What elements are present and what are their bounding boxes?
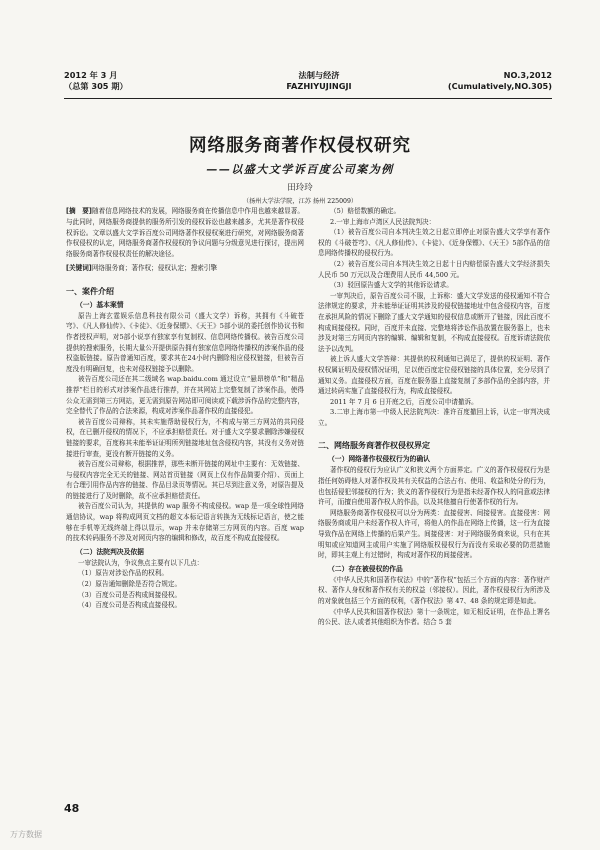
header-right <box>448 70 552 92</box>
article-subtitle: ——以盛大文学诉百度公司案为例 <box>206 163 394 176</box>
paragraph: 《中华人民共和国著作权法》第十一条规定，如无相反证明，在作品上署名的公民、法人或者其他组织为作者。结合 5 套 <box>318 607 550 627</box>
paragraph: 《中华人民共和国著作权法》中的“著作权”包括三个方面的内容：著作财产权、著作人身权和著作权有关的权益（邻接权）。因此，著作权侵权行为所涉及的对象就包括三个方面的权利，《著作权法》第 47、48 条的规定即是如此。 <box>318 575 550 605</box>
subheading-infringement: （一）网络著作权侵权行为的确认 <box>328 455 430 464</box>
paragraph: （2）被告百度公司自本判决生效之日起十日内赔偿原告盛大文学经济损失人民币 50 万元以及合理费用人民币 44,500 元。 <box>318 259 550 279</box>
left-column <box>66 206 304 611</box>
header-date: 2012 年 3 月 <box>64 70 118 80</box>
paragraph: 网络服务商著作权侵权可以分为两类：直接侵害、间接侵害。直接侵害：网络服务商或用户未经著作权人许可，将他人的作品在网络上传播，这一行为直接导致作品在网络上传播的后果产生。间接侵害：对于网络服务商来说，只有在其明知或应知道网主或用户实施了网络版权侵权行为而没有采取必要的防范措施时，即其主观上有过错时，构成对著作权的间接侵害。 <box>318 508 550 560</box>
paragraph: 著作权的侵权行为应认广义和狭义两个方面界定。广义的著作权侵权行为是指任何妨碍他人对著作权及其有关权益的合法占有、使用、收益和处分的行为，也包括侵犯邻接权的行为；狭义的著作侵权行为是指未经著作权人的同意或法律许可，而擅自使用著作权人的作品，以及其他擅自行使著作权的行为。 <box>318 466 550 507</box>
list-item: （1）原告对涉讼作品的权利。 <box>78 569 168 578</box>
article-title: 网络服务商著作权侵权研究 <box>189 136 411 156</box>
paragraph: （3）驳回原告盛大文学的其他诉讼请求。 <box>330 281 453 290</box>
header-issue-total: （总第 305 期） <box>64 81 128 91</box>
paragraph: 2011 年 7 月 6 日开庭之后，百度公司申请撤诉。 <box>330 397 478 406</box>
header-rule <box>64 98 552 99</box>
header-left <box>64 70 128 92</box>
paragraph: （1）被告百度公司自本判决生效之日起立即停止对原告盛大文学享有著作权的《斗破苍穹》、《凡人修仙传》、《卡徒》、《近身保镖》、《天王》5部作品的信息网络传播权的侵权行为。 <box>318 228 550 258</box>
page-number: 48 <box>64 802 80 815</box>
affiliation: （扬州大学法学院，江苏 扬州 225009） <box>242 198 358 205</box>
header-journal-cn: 法制与经济 <box>298 70 340 80</box>
author: 田玲玲 <box>287 183 313 193</box>
list-item: （4）百度公司是否构成直接侵权。 <box>78 601 182 610</box>
paragraph: 被上诉人盛大文学答辩：其提供的权利通知已满足了，提供的权证明、著作权权属证明及侵权情况证明，足以使百度定位侵权链接的具体位置，充分尽到了通知义务。直接侵权方面，百度在服务器上直接复制了多部作品的全部内容，并通过转码实施了直接侵权行为，构成直接侵权。 <box>318 355 550 396</box>
list-item: （2）原告通知删除是否符合规定。 <box>78 580 182 589</box>
paragraph: 被告百度公司辩称，根据推荐，那些未断开链接的网址中主要有：无效链接、与侵权内容完全无关的链接、网站首页链接（网页上仅有作品简要介绍）、页面上有合理引用作品内容的链接、作品目录页等情况。其已尽到注意义务，对原告提及的链接进行了及时删除，故不应承担赔偿责任。 <box>66 460 304 500</box>
paragraph: 一审法院认为，争议焦点主要有以下几点： <box>78 558 204 567</box>
paragraph: 2.一审上海市卢湾区人民法院判决： <box>330 217 436 226</box>
header-center <box>274 70 364 92</box>
section-heading-1: 一、案件介绍 <box>66 286 114 296</box>
paragraph: 被告百度公司辩称，其未实施帮助侵权行为，不构成与第三方网站的共同侵权，在已删开侵权的情况下，不应承担赔偿责任。对于盛大文学要求删除涉嫌侵权链接的要求，百度称其未能举证证明所列链接地址包含侵权内容，其没有义务对链接进行审查，更没有断开链接的义务。 <box>66 417 304 458</box>
abstract-label: [摘 要] <box>66 207 92 215</box>
header-journal-pinyin: FAZHIYUJINGJI <box>286 81 352 91</box>
paragraph: 被告百度公司认为，其提供的 wap 服务不构成侵权。wap 是一项全球性网络通信协议，wap 将构成网页文档的超文本标记语言转换为无线标记语言，使之能够在手机等无线终端上得以显示，wap 并未存储第三方网页的内容。百度 wap 的技术转码服务不涉及对网页内容的编辑和修改，故百度不构成直接侵权。 <box>66 502 304 543</box>
keywords-label: [关键词] <box>66 263 92 272</box>
running-header <box>64 70 552 108</box>
paragraph: 被告百度公司还在其二级域名 wap.baidu.com 通过设立“悬昂榜单”和“精品推荐”栏目的形式对涉案作品进行推荐，并在其网站上完整复制了涉案作品，使得公众无需到第三方网站，更无需到原告网站即可阅读或下载涉诉作品的完整内容，完全替代了作品的合法来源，构成对涉案作品著作权的直接侵犯。 <box>66 375 304 416</box>
paragraph: 3.二审上海市第一中级人民法院判决：准许百度撤回上诉，认定一审判决成立。 <box>318 408 550 427</box>
section-heading-2: 二、网络服务商著作权侵权界定 <box>318 441 430 451</box>
keywords-text: 网络服务商；著作权；侵权认定；搜索引擎 <box>91 263 218 272</box>
subheading-judgment: （二）法院判决及依据 <box>76 547 144 556</box>
abstract-text: 随着信息网络技术的发展，网络服务商在传播信息中作用也越来越显著。与此同时，网络服务商提供的服务所引发的侵权诉讼也越来越多，尤其是著作权侵权诉讼。文章以盛大文学诉百度公司网络著作权侵权案进行研究，对网络服务商著作权侵权的认定，网络服务商著作权侵权的争议问题与分级意见进行探讨，提出网络服务商著作权侵权责任的解决途径。 <box>66 207 305 259</box>
watermark: 万方数据 <box>10 830 42 839</box>
header-issue-no: NO.3,2012 <box>503 70 552 80</box>
list-item: （3）百度公司是否构成间接侵权。 <box>78 590 182 599</box>
abstract <box>66 206 304 260</box>
right-column <box>318 206 550 628</box>
subheading-basic-facts: （一）基本案情 <box>76 300 124 309</box>
paragraph: （5）赔偿数额的确定。 <box>330 207 401 215</box>
paragraph: 一审判决后，原告百度公司不服，上诉称：盛大文学发送的侵权通知不符合法律规定的要求，并未能举证证明其涉及的侵权链接地址中包含侵权内容，百度在承担风险的情况下删除了盛大文学通知的侵权信息或断开了链接，因此百度不构成间接侵权。同时，百度并未直接、完整地将涉讼作品放置在服务器上，也未涉及对第三方网页内容的编辑、编辑和复制，不构成直接侵权。百度诉请法院依法予以改判。 <box>318 291 550 353</box>
header-issue-cumulative: (Cumulatively,NO.305) <box>447 81 552 91</box>
keywords <box>66 263 304 274</box>
subheading-works: （二）存在被侵权的作品 <box>328 564 403 573</box>
paragraph: 原告上海玄霆娱乐信息科技有限公司（盛大文学）诉称，其拥有《斗破苍穹》、《凡人修仙传》、《卡徒》、《近身保镖》、《天王》5部小说的委托创作协议书和作者授权声明，对5部小说享有独家享有复制权、信息网络传播权。被告百度公司提供的搜索服务，长期大量公开提供原告拥有独家信息网络传播权的涉案作品的侵权盗版链接。原告曾通知百度，要求其在24小时内删除相应侵权链接，但被告百度没有明确回复，也未对侵权链接予以删除。 <box>66 311 304 373</box>
